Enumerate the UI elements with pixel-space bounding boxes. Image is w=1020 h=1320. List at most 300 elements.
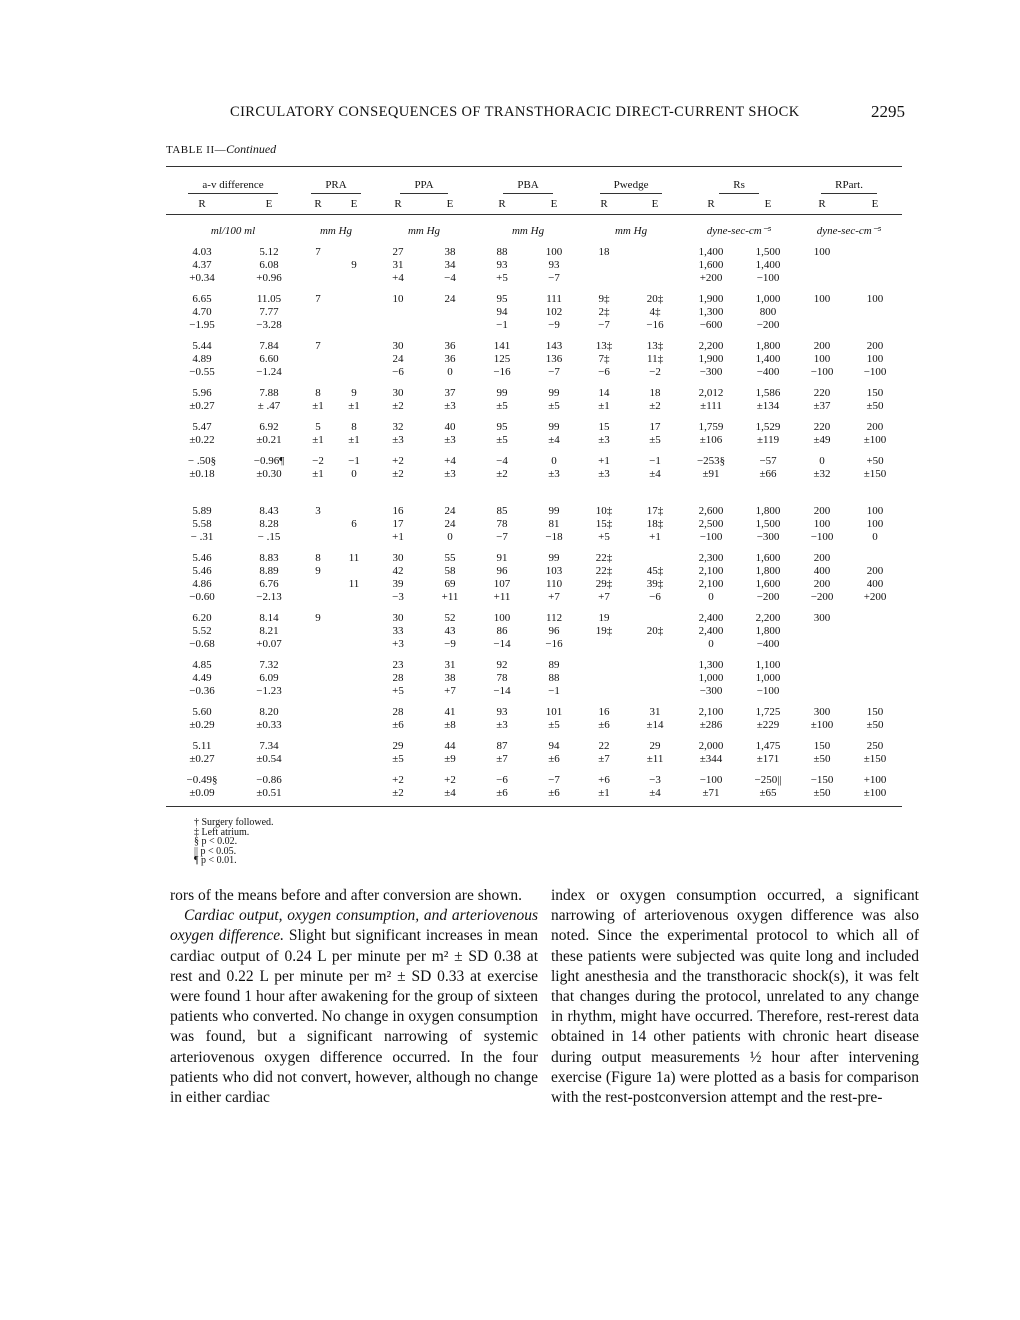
table-cell: 1,600 — [755, 578, 781, 590]
table-cell: −7 — [496, 531, 508, 543]
table-cell: 9‡ — [598, 293, 610, 305]
table-row — [166, 319, 902, 332]
unit-label: mm Hg — [614, 224, 648, 237]
table-cell: 1,000 — [755, 293, 781, 305]
table-cell: ±4 — [649, 787, 661, 799]
table-cell: 89 — [548, 659, 560, 671]
footnote: § p < 0.02. — [194, 836, 238, 847]
table-cell: 220 — [813, 421, 831, 433]
table-cell: −9 — [444, 638, 456, 650]
table-cell: 100 — [866, 293, 884, 305]
table-row — [166, 719, 902, 732]
table-cell: −400 — [756, 638, 780, 650]
table-cell — [336, 306, 372, 319]
table-cell: +1 — [598, 455, 610, 467]
table-cell — [796, 319, 848, 332]
table-cell: 4.70 — [192, 306, 212, 318]
table-cell: −1 — [649, 455, 661, 467]
table-cell: ±5 — [548, 400, 560, 412]
table-cell — [580, 672, 628, 685]
table-cell: 1,400 — [755, 259, 781, 271]
table-cell: ±1 — [598, 400, 610, 412]
table-cell: ±2 — [392, 400, 404, 412]
table-cell — [300, 531, 336, 544]
group-header: Rs — [682, 172, 796, 194]
table-cell: ±3 — [444, 468, 456, 480]
table-cell: −14 — [493, 685, 511, 697]
table-row — [166, 740, 902, 753]
table-cell: 22‡ — [595, 552, 613, 564]
table-cell: +5 — [598, 531, 610, 543]
table-cell: 0 — [551, 455, 557, 467]
table-cell: 1,800 — [755, 625, 781, 637]
table-cell — [336, 531, 372, 544]
table-cell — [300, 672, 336, 685]
table-cell: 11‡ — [646, 353, 664, 365]
table-cell: 86 — [496, 625, 508, 637]
table-row — [166, 578, 902, 591]
table-cell: ±111 — [700, 400, 722, 412]
text-column-left — [170, 886, 538, 1108]
table-row — [166, 552, 902, 565]
table-cell — [300, 272, 336, 285]
table-cell: ±0.18 — [189, 468, 215, 480]
table-cell — [796, 259, 848, 272]
table-cell: 2,100 — [698, 565, 724, 577]
table-cell: ±100 — [863, 787, 887, 799]
table-cell: 19 — [598, 612, 610, 624]
table-cell: ±49 — [813, 434, 831, 446]
table-cell — [336, 706, 372, 719]
table-row — [166, 468, 902, 481]
table-cell: 200 — [813, 578, 831, 590]
table-cell: ±1 — [312, 400, 324, 412]
table-cell: +200 — [699, 272, 723, 284]
table-row — [166, 612, 902, 625]
table-cell: 88 — [548, 672, 560, 684]
table-cell: −6 — [496, 774, 508, 786]
table-cell: ±6 — [392, 719, 404, 731]
table-cell: −7 — [598, 319, 610, 331]
table-cell: −4 — [496, 455, 508, 467]
table-cell: ±286 — [699, 719, 723, 731]
table-cell: 150 — [813, 740, 831, 752]
table-cell: 2,500 — [698, 518, 724, 530]
unit-label: ml/100 ml — [210, 224, 256, 237]
table-cell: −16 — [545, 638, 563, 650]
table-cell: 10 — [392, 293, 404, 305]
table-cell: 9 — [315, 565, 321, 577]
table-cell: ±2 — [392, 468, 404, 480]
table-cell: 4.37 — [192, 259, 212, 271]
table-cell: ±5 — [392, 753, 404, 765]
table-cell — [300, 740, 336, 753]
table-cell: 20‡ — [646, 293, 664, 305]
table-row — [166, 531, 902, 544]
table-cell: 99 — [548, 552, 560, 564]
units-row — [166, 214, 902, 238]
table-row — [166, 505, 902, 518]
table-cell: 78 — [496, 672, 508, 684]
table-cell: 96 — [496, 565, 508, 577]
table-cell — [796, 638, 848, 651]
table-cell: −4 — [444, 272, 456, 284]
table-cell: −600 — [699, 319, 723, 331]
sub-header: R — [600, 197, 608, 210]
table-cell: ±3 — [548, 468, 560, 480]
table-cell: 29 — [392, 740, 404, 752]
sub-header: R — [198, 197, 206, 210]
table-cell: ±1 — [348, 434, 360, 446]
table-cell — [336, 612, 372, 625]
table-cell: ±1 — [312, 434, 324, 446]
table-cell: ±14 — [646, 719, 664, 731]
table-cell: 95 — [496, 293, 508, 305]
table-cell: ±50 — [866, 719, 884, 731]
table-cell: 1,529 — [755, 421, 781, 433]
table-cell — [336, 672, 372, 685]
table-cell: ±5 — [548, 719, 560, 731]
table-row — [166, 434, 902, 447]
table-cell: ±150 — [863, 753, 887, 765]
table-cell: 1,300 — [698, 306, 724, 318]
table-cell: +2 — [392, 774, 404, 786]
table-cell: −3 — [392, 591, 404, 603]
table-cell: 6.76 — [259, 578, 279, 590]
table-cell: 2,200 — [698, 340, 724, 352]
table-cell: +0.96 — [256, 272, 282, 284]
table-cell — [336, 719, 372, 732]
table-row — [166, 659, 902, 672]
sub-header: R — [498, 197, 506, 210]
table-cell — [300, 638, 336, 651]
table-cell: 5.47 — [192, 421, 212, 433]
table-cell: ±11 — [646, 753, 664, 765]
table-cell: 9 — [315, 612, 321, 624]
table-cell: −1.24 — [256, 366, 282, 378]
table-cell: ±71 — [702, 787, 720, 799]
table-cell: +200 — [863, 591, 887, 603]
table-cell: 14 — [598, 387, 610, 399]
table-cell: 18 — [598, 246, 610, 258]
sub-header: R — [314, 197, 322, 210]
table-cell: 29‡ — [595, 578, 613, 590]
table-cell: 4.49 — [192, 672, 212, 684]
table-cell: 110 — [545, 578, 563, 590]
footnote: ‡ Left atrium. — [194, 826, 250, 838]
table-cell — [628, 272, 682, 285]
table-cell: 0 — [447, 531, 453, 543]
table-cell: 33 — [392, 625, 404, 637]
table-row — [166, 625, 902, 638]
table-cell: ±1 — [348, 400, 360, 412]
table-row — [166, 518, 902, 531]
table-cell: 22 — [598, 740, 610, 752]
table-cell: 1,725 — [755, 706, 781, 718]
table-cell: +7 — [444, 685, 456, 697]
table-cell — [796, 625, 848, 638]
table-cell: 22‡ — [595, 565, 613, 577]
paragraph — [170, 906, 538, 1108]
table-row — [166, 787, 902, 800]
table-cell: 92 — [496, 659, 508, 671]
table-cell: ±344 — [699, 753, 723, 765]
table-cell: ±37 — [813, 400, 831, 412]
table-cell: 2,400 — [698, 625, 724, 637]
table-cell: ±6 — [496, 787, 508, 799]
table-cell: −150 — [810, 774, 834, 786]
table-cell: 5.11 — [192, 740, 212, 752]
table-cell: ±5 — [496, 434, 508, 446]
table-cell: 7.34 — [259, 740, 279, 752]
table-cell — [336, 753, 372, 766]
table-cell: ±32 — [813, 468, 831, 480]
table-cell: 100 — [866, 505, 884, 517]
table-caption-suffix: Continued — [226, 142, 277, 156]
table-cell: 1,475 — [755, 740, 781, 752]
table-cell — [336, 353, 372, 366]
table-cell: −0.55 — [189, 366, 215, 378]
table-cell: 6.20 — [192, 612, 212, 624]
table-cell: 43 — [444, 625, 456, 637]
table-cell: 39 — [392, 578, 404, 590]
table-cell: 4.85 — [192, 659, 212, 671]
table-cell: 8.89 — [259, 565, 279, 577]
table-cell — [336, 591, 372, 604]
table-cell: 1,100 — [755, 659, 781, 671]
table-cell: 94 — [548, 740, 560, 752]
table-cell: +7 — [548, 591, 560, 603]
table-cell: 81 — [548, 518, 560, 530]
table-cell: −6 — [392, 366, 404, 378]
table-cell: 8 — [315, 552, 321, 564]
table-cell: 0 — [351, 468, 357, 480]
table-cell: 1,800 — [755, 505, 781, 517]
table-row — [166, 421, 902, 434]
table-cell: ±5 — [649, 434, 661, 446]
table-cell: − .31 — [190, 531, 214, 543]
sub-header: R — [394, 197, 402, 210]
table-cell: 93 — [548, 259, 560, 271]
group-header: PBA — [476, 172, 580, 194]
table-top-rule — [166, 166, 902, 167]
table-cell: 5.46 — [192, 552, 212, 564]
table-cell — [848, 552, 902, 565]
table-cell: 0 — [872, 531, 878, 543]
table-cell: −14 — [493, 638, 511, 650]
table-cell: −0.36 — [189, 685, 215, 697]
table-cell: ±1 — [598, 787, 610, 799]
table-cell: 99 — [548, 505, 560, 517]
table-cell: +5 — [496, 272, 508, 284]
table-cell: −1 — [348, 455, 360, 467]
table-cell — [848, 672, 902, 685]
table-cell: ± .47 — [257, 400, 281, 412]
unit-label: dyne-sec-cm⁻⁵ — [816, 224, 882, 237]
table-cell: 36 — [444, 353, 456, 365]
table-cell: ±2 — [649, 400, 661, 412]
table-cell — [300, 591, 336, 604]
table-cell: 31 — [444, 659, 456, 671]
table-cell: 95 — [496, 421, 508, 433]
table-cell — [336, 565, 372, 578]
table-cell: 87 — [496, 740, 508, 752]
section-heading: Cardiac output, oxygen consumption, and arteriovenous oxygen difference. — [170, 907, 538, 945]
table-cell — [424, 319, 476, 332]
table-cell: 2,100 — [698, 706, 724, 718]
table-cell: 94 — [496, 306, 508, 318]
table-cell — [424, 306, 476, 319]
table-cell: ±171 — [756, 753, 780, 765]
footnote: † Surgery followed. — [194, 817, 274, 828]
table-cell: −253§ — [696, 455, 726, 467]
table-cell: 37 — [444, 387, 456, 399]
table-cell: 23 — [392, 659, 404, 671]
table-row — [166, 774, 902, 787]
table-cell: 300 — [813, 612, 831, 624]
footnote: ¶ p < 0.01. — [194, 855, 237, 866]
sub-header: E — [265, 197, 273, 210]
table-cell: 18‡ — [646, 518, 664, 530]
table-row — [166, 565, 902, 578]
table-cell: 6.65 — [192, 293, 212, 305]
table-cell — [300, 578, 336, 591]
table-cell — [336, 625, 372, 638]
table-cell: 2,300 — [698, 552, 724, 564]
table-cell — [300, 353, 336, 366]
table-cell: ±0.33 — [256, 719, 282, 731]
table-cell — [372, 306, 424, 319]
table-caption — [166, 142, 276, 157]
table-cell: 6.92 — [259, 421, 279, 433]
table-cell: 32 — [392, 421, 404, 433]
table-cell: 8.28 — [259, 518, 279, 530]
table-cell: ±3 — [392, 434, 404, 446]
table-cell: −0.86 — [256, 774, 282, 786]
table-cell: 78 — [496, 518, 508, 530]
table-cell: 800 — [759, 306, 777, 318]
table-cell: 100 — [813, 518, 831, 530]
table-cell: 8.20 — [259, 706, 279, 718]
table-cell: 8.14 — [259, 612, 279, 624]
table-cell: 5.52 — [192, 625, 212, 637]
table-cell: 136 — [545, 353, 563, 365]
table-row — [166, 353, 902, 366]
table-row — [166, 400, 902, 413]
table-cell: 2,600 — [698, 505, 724, 517]
table-cell: 24 — [392, 353, 404, 365]
table-cell: 28 — [392, 672, 404, 684]
table-cell: 1,900 — [698, 293, 724, 305]
table-row — [166, 672, 902, 685]
table-cell: +4 — [392, 272, 404, 284]
table-cell: −3 — [649, 774, 661, 786]
table-cell: +6 — [598, 774, 610, 786]
table-cell: 17 — [392, 518, 404, 530]
table-cell: 1,800 — [755, 340, 781, 352]
paragraph-body: Slight but significant increases in mean cardiac output of 0.24 L per minute per m² ± SD 0.38 at rest and 0.22 L per minute per m² ± SD 0.33 at exercise were found 1 hour after awakening for the group of sixteen patients who converted. No change in oxygen consumption was found, but a significant narrowing of systemic arteriovenous oxygen difference occurred. In the four patients who did not convert, however, although no change in either cardiac — [170, 927, 538, 1107]
table-bottom-rule — [166, 806, 902, 807]
table-cell: ±0.27 — [189, 753, 215, 765]
table-cell: −100 — [699, 774, 723, 786]
table-cell: 13‡ — [595, 340, 613, 352]
table-cell: 24 — [444, 505, 456, 517]
table-cell: 100 — [813, 246, 831, 258]
table-cell: 220 — [813, 387, 831, 399]
table-cell: ±7 — [496, 753, 508, 765]
group-header: PRA — [300, 172, 372, 194]
table-body — [166, 214, 902, 800]
table-cell: ±4 — [649, 468, 661, 480]
table-cell: 7.77 — [259, 306, 279, 318]
table-cell: 5 — [315, 421, 321, 433]
table-cell: 150 — [866, 706, 884, 718]
table-cell: ±3 — [444, 400, 456, 412]
table-cell — [300, 753, 336, 766]
table-cell: 5.12 — [259, 246, 279, 258]
sub-header: E — [350, 197, 358, 210]
table-cell — [300, 659, 336, 672]
table-cell: 112 — [545, 612, 563, 624]
table-cell: 200 — [813, 552, 831, 564]
table-cell: ±65 — [759, 787, 777, 799]
table-cell: ±2 — [392, 787, 404, 799]
table-cell: 100 — [545, 246, 563, 258]
table-cell: 300 — [813, 706, 831, 718]
table-cell — [300, 685, 336, 698]
table-cell — [848, 685, 902, 698]
table-cell: 17 — [649, 421, 661, 433]
table-cell: 99 — [548, 421, 560, 433]
table-cell — [628, 638, 682, 651]
sub-header: R — [707, 197, 715, 210]
table-cell: −100 — [810, 366, 834, 378]
table-cell: 11 — [348, 552, 360, 564]
table-cell: ±6 — [548, 753, 560, 765]
table-row — [166, 591, 902, 604]
table-cell: ±2 — [496, 468, 508, 480]
page-number: 2295 — [871, 102, 905, 121]
table-cell: 6.09 — [259, 672, 279, 684]
table-cell: 7.84 — [259, 340, 279, 352]
table-cell: +2 — [392, 455, 404, 467]
table-cell: ±9 — [444, 753, 456, 765]
table-cell — [372, 319, 424, 332]
table-cell — [336, 659, 372, 672]
table-cell: −0.60 — [189, 591, 215, 603]
table-cell: 39‡ — [646, 578, 664, 590]
table-cell: 85 — [496, 505, 508, 517]
table-cell: 200 — [866, 340, 884, 352]
table-cell — [300, 319, 336, 332]
table-cell — [336, 272, 372, 285]
table-cell: 42 — [392, 565, 404, 577]
table-cell: 7 — [315, 293, 321, 305]
table-row — [166, 366, 902, 379]
table-cell: 93 — [496, 259, 508, 271]
table-cell: ±0.29 — [189, 719, 215, 731]
table-cell: −7 — [548, 272, 560, 284]
sub-header: E — [446, 197, 454, 210]
table-cell: 7.32 — [259, 659, 279, 671]
table-cell: 17‡ — [646, 505, 664, 517]
table-cell — [628, 552, 682, 565]
table-cell: 111 — [546, 293, 562, 305]
table-cell — [580, 685, 628, 698]
table-cell: 107 — [493, 578, 511, 590]
table-cell — [336, 638, 372, 651]
table-cell — [580, 259, 628, 272]
